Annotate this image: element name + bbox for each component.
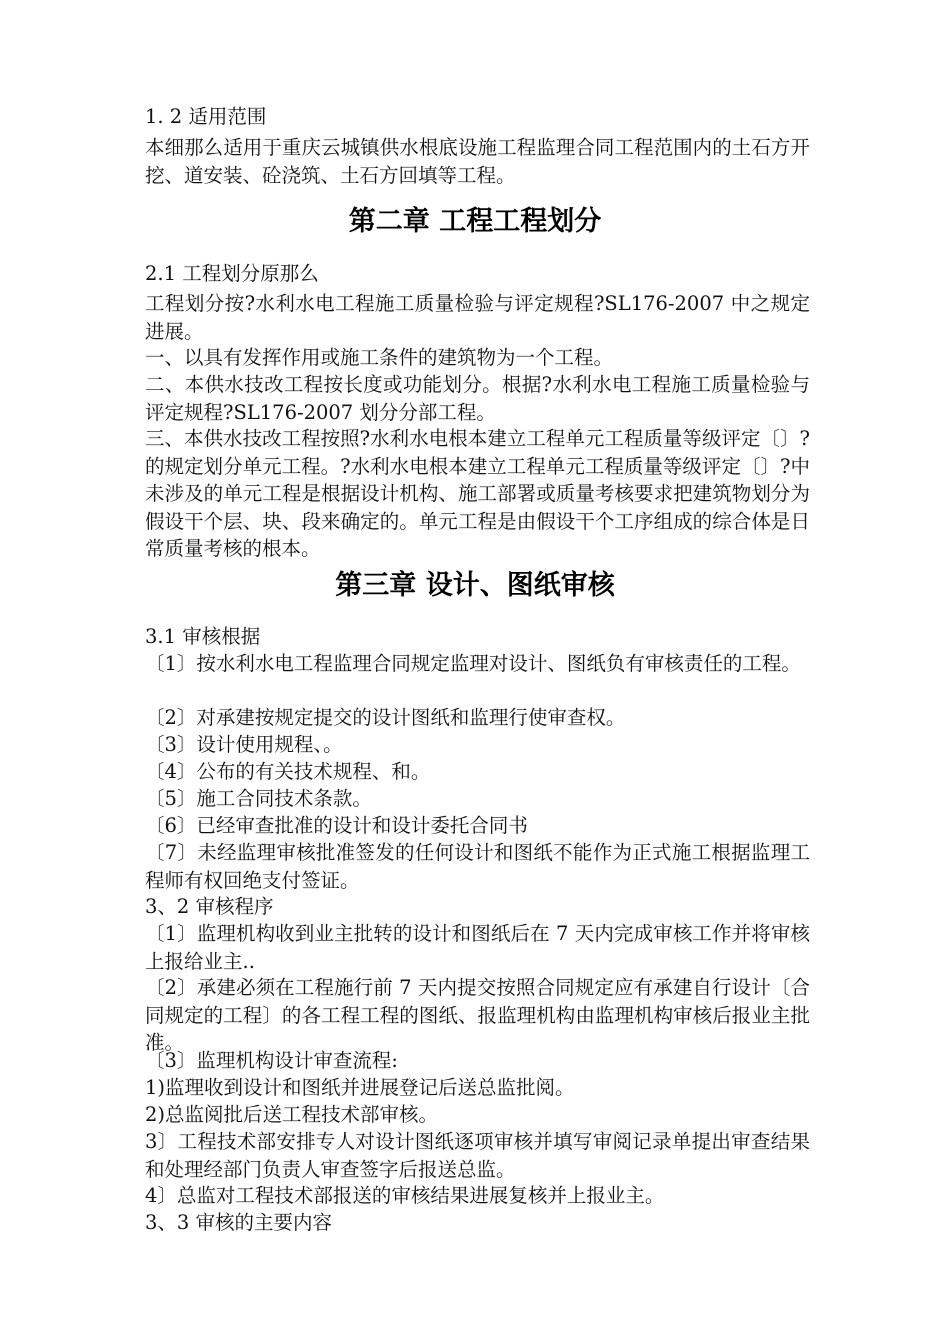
section-3-2-flow-1: 1)监理收到设计和图纸并进展登记后送总监批阅。: [145, 1076, 575, 1099]
section-2-1-paragraph-1: 工程划分按?水利水电工程施工质量检验与评定规程?SL176-2007 中之规定进展。: [145, 292, 810, 343]
section-3-2-flow-3: 3〕工程技术部安排专人对设计图纸逐项审核并填写审阅记录单提出审查结果和处理经部门负责人审查签字后报送总监。: [145, 1130, 810, 1181]
section-2-1-title: 2.1 工程划分原那么: [145, 262, 319, 285]
section-3-1-item-2: 〔2〕对承建按规定提交的设计图纸和监理行使审查权。: [145, 706, 626, 729]
section-3-2-flow-4: 4〕总监对工程技术部报送的审核结果进展复核并上报业主。: [145, 1184, 665, 1207]
section-2-1-paragraph-3: 二、本供水技改工程按长度或功能划分。根据?水利水电工程施工质量检验与评定规程?SL176-2007 划分分部工程。: [145, 373, 810, 424]
section-3-2-flow-2: 2)总监阅批后送工程技术部审核。: [145, 1103, 439, 1126]
section-2-1-paragraph-2: 一、以具有发挥作用或施工条件的建筑物为一个工程。: [145, 346, 614, 369]
section-3-1-item-7: 〔7〕未经监理审核批准签发的任何设计和图纸不能作为正式施工根据监理工程师有权回绝支付签证。: [145, 841, 810, 892]
section-3-1-item-1: 〔1〕按水利水电工程监理合同规定监理对设计、图纸负有审核责任的工程。: [145, 652, 801, 675]
section-3-2-title: 3、2 审核程序: [145, 895, 274, 918]
section-3-1-item-3: 〔3〕设计使用规程、。: [145, 733, 343, 756]
section-3-1-item-6: 〔6〕已经审查批准的设计和设计委托合同书: [145, 814, 528, 837]
section-3-2-item-2: 〔2〕承建必须在工程施行前 7 天内提交按照合同规定应有承建自行设计〔合同规定的工程〕的各工程工程的图纸、报监理机构由监理机构审核后报业主批准。: [145, 976, 810, 1054]
section-3-1-item-4: 〔4〕公布的有关技术规程、和。: [145, 760, 431, 783]
section-2-1-paragraph-4: 三、本供水技改工程按照?水利水电根本建立工程单元工程质量等级评定〔〕?的规定划分单元工程。?水利水电根本建立工程单元工程质量等级评定〔〕?中未涉及的单元工程是根据设计机构、施工部署或质量考核要求把建筑物划分为假设干个层、块、段来确定的。单元工程是由假设干个工序组成的综合体是日常质量考核的根本。: [145, 427, 810, 560]
section-3-2-item-3: 〔3〕监理机构设计审查流程:: [145, 1049, 398, 1072]
chapter-2-heading: 第二章 工程工程划分: [348, 206, 602, 237]
section-3-2-item-1: 〔1〕监理机构收到业主批转的设计和图纸后在 7 天内完成审核工作并将审核上报给业主..: [145, 922, 810, 973]
section-3-3-title: 3、3 审核的主要内容: [145, 1211, 333, 1234]
chapter-3-heading: 第三章 设计、图纸审核: [335, 570, 615, 601]
section-1-2-title: 1. 2 适用范围: [145, 105, 267, 128]
section-3-1-title: 3.1 审核根据: [145, 625, 261, 648]
section-3-1-item-5: 〔5〕施工合同技术条款。: [145, 787, 372, 810]
section-1-2-body: 本细那么适用于重庆云城镇供水根底设施工程监理合同工程范围内的土石方开挖、道安装、砼浇筑、土石方回填等工程。: [145, 136, 810, 187]
